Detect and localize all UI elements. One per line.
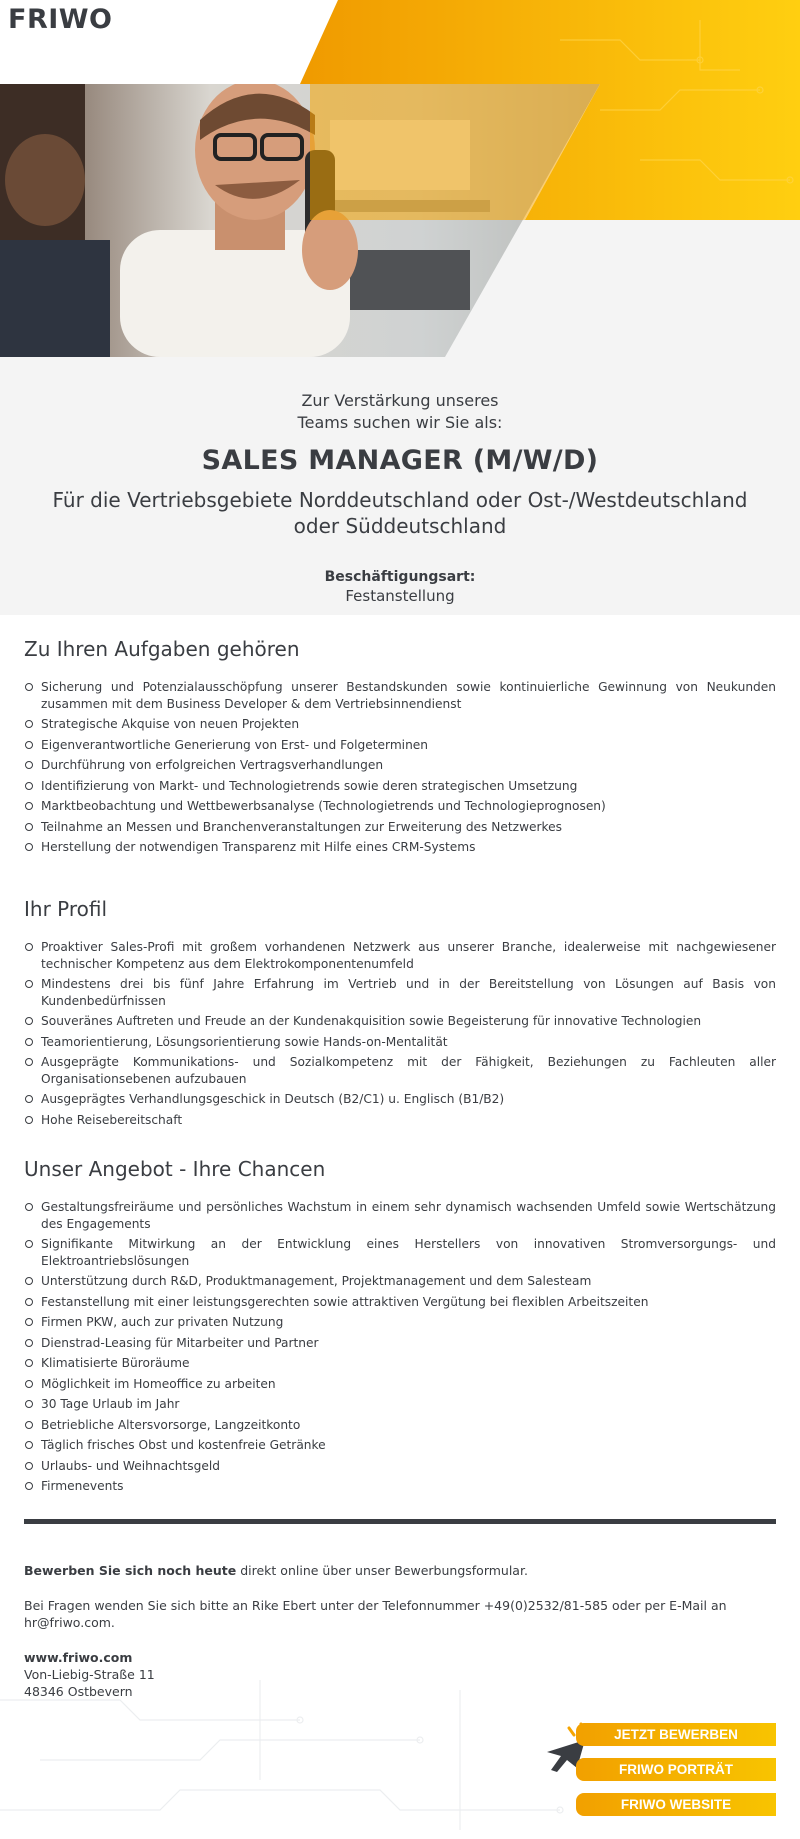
address-city: 48346 Ostbevern <box>24 1684 133 1699</box>
list-item: Identifizierung von Markt- und Technologietrends sowie deren strategischen Umsetzung <box>24 778 776 795</box>
list-item: Unterstützung durch R&D, Produktmanagement, Projektmanagement und dem Salesteam <box>24 1273 776 1290</box>
list-item: Strategische Akquise von neuen Projekten <box>24 716 776 733</box>
list-item: Teamorientierung, Lösungsorientierung sowie Hands-on-Mentalität <box>24 1034 776 1051</box>
job-subtitle: Für die Vertriebsgebiete Norddeutschland oder Ost-/Westdeutschland oder Süddeutschland <box>52 488 748 538</box>
list-item: Eigenverantwortliche Generierung von Erst- und Folgeterminen <box>24 737 776 754</box>
tasks-list <box>24 679 776 856</box>
apply-note <box>24 1562 776 1579</box>
list-item: Durchführung von erfolgreichen Vertragsverhandlungen <box>24 757 776 774</box>
job-title: SALES MANAGER (M/W/D) <box>201 445 599 476</box>
hero-graphic <box>0 0 800 357</box>
intro-lead <box>0 390 800 434</box>
friwo-website-button[interactable]: FRIWO WEBSITE <box>576 1793 776 1816</box>
job-intro <box>0 357 800 615</box>
list-item: Marktbeobachtung und Wettbewerbsanalyse (Technologietrends und Technologieprognosen) <box>24 798 776 815</box>
address-street: Von-Liebig-Straße 11 <box>24 1667 155 1682</box>
list-item: Teilnahme an Messen und Branchenveranstaltungen zur Erweiterung des Netzwerkes <box>24 819 776 836</box>
intro-lead-line-2: Teams suchen wir Sie als: <box>297 413 503 432</box>
list-item: 30 Tage Urlaub im Jahr <box>24 1396 776 1413</box>
list-item: Urlaubs- und Weihnachtsgeld <box>24 1458 776 1475</box>
list-item: Festanstellung mit einer leistungsgerechten sowie attraktiven Vergütung bei flexiblen Arbeitszeiten <box>24 1294 776 1311</box>
list-item: Mindestens drei bis fünf Jahre Erfahrung im Vertrieb und in der Bereitstellung von Lösungen auf Basis von Kundenbedürfnissen <box>24 976 776 1009</box>
divider <box>24 1519 776 1524</box>
employment-type-value: Festanstellung <box>345 587 455 605</box>
contact-note: Bei Fragen wenden Sie sich bitte an Rike Ebert unter der Telefonnummer +49(0)2532/81-585 oder per E-Mail an hr@friwo.com. <box>24 1598 727 1630</box>
offer-section <box>24 1157 776 1499</box>
list-item: Sicherung und Potenzialausschöpfung unserer Bestandskunden sowie kontinuierliche Gewinnung von Neukunden zusammen mit dem Business Developer & dem Vertriebsinnendienst <box>24 679 776 712</box>
list-item: Ausgeprägtes Verhandlungsgeschick in Deutsch (B2/C1) u. Englisch (B1/B2) <box>24 1091 776 1108</box>
offer-list <box>24 1199 776 1495</box>
apply-note-bold: Bewerben Sie sich noch heute <box>24 1563 237 1578</box>
apply-note-rest: direkt online über unser Bewerbungsformular. <box>236 1563 528 1578</box>
friwo-logo[interactable]: FRIWO <box>8 4 113 35</box>
list-item: Hohe Reisebereitschaft <box>24 1112 776 1129</box>
list-item: Herstellung der notwendigen Transparenz mit Hilfe eines CRM-Systems <box>24 839 776 856</box>
list-item: Souveränes Auftreten und Freude an der Kundenakquisition sowie Begeisterung für innovative Technologien <box>24 1013 776 1030</box>
list-item: Betriebliche Altersvorsorge, Langzeitkonto <box>24 1417 776 1434</box>
list-item: Firmenevents <box>24 1478 776 1495</box>
apply-now-button[interactable]: JETZT BEWERBEN <box>576 1723 776 1746</box>
profile-section <box>24 897 776 1132</box>
list-item: Firmen PKW, auch zur privaten Nutzung <box>24 1314 776 1331</box>
intro-lead-line-1: Zur Verstärkung unseres <box>301 391 499 410</box>
header <box>0 0 800 357</box>
list-item: Gestaltungsfreiräume und persönliches Wachstum in einem sehr dynamisch wachsenden Umfeld sowie Wertschätzung des Engagements <box>24 1199 776 1232</box>
offer-heading: Unser Angebot - Ihre Chancen <box>24 1157 326 1181</box>
employment-type-label: Beschäftigungsart: <box>324 569 476 585</box>
tasks-heading: Zu Ihren Aufgaben gehören <box>24 637 300 661</box>
list-item: Klimatisierte Büroräume <box>24 1355 776 1372</box>
list-item: Signifikante Mitwirkung an der Entwicklung eines Herstellers von innovativen Stromversorgungs- und Elektroantriebslösungen <box>24 1236 776 1269</box>
profile-heading: Ihr Profil <box>24 897 108 921</box>
tasks-section <box>24 637 776 860</box>
profile-list <box>24 939 776 1128</box>
list-item: Proaktiver Sales-Profi mit großem vorhandenen Netzwerk aus unserer Branche, idealerweise mit nachgewiesener technischer Kompetenz aus dem Elektrokomponentenumfeld <box>24 939 776 972</box>
website-link[interactable]: www.friwo.com <box>24 1650 133 1665</box>
list-item: Ausgeprägte Kommunikations- und Sozialkompetenz mit der Fähigkeit, Beziehungen zu Fachleuten aller Organisationsebenen aufzubauen <box>24 1054 776 1087</box>
list-item: Möglichkeit im Homeoffice zu arbeiten <box>24 1376 776 1393</box>
list-item: Täglich frisches Obst und kostenfreie Getränke <box>24 1437 776 1454</box>
friwo-portrait-button[interactable]: FRIWO PORTRÄT <box>576 1758 776 1781</box>
list-item: Dienstrad-Leasing für Mitarbeiter und Partner <box>24 1335 776 1352</box>
